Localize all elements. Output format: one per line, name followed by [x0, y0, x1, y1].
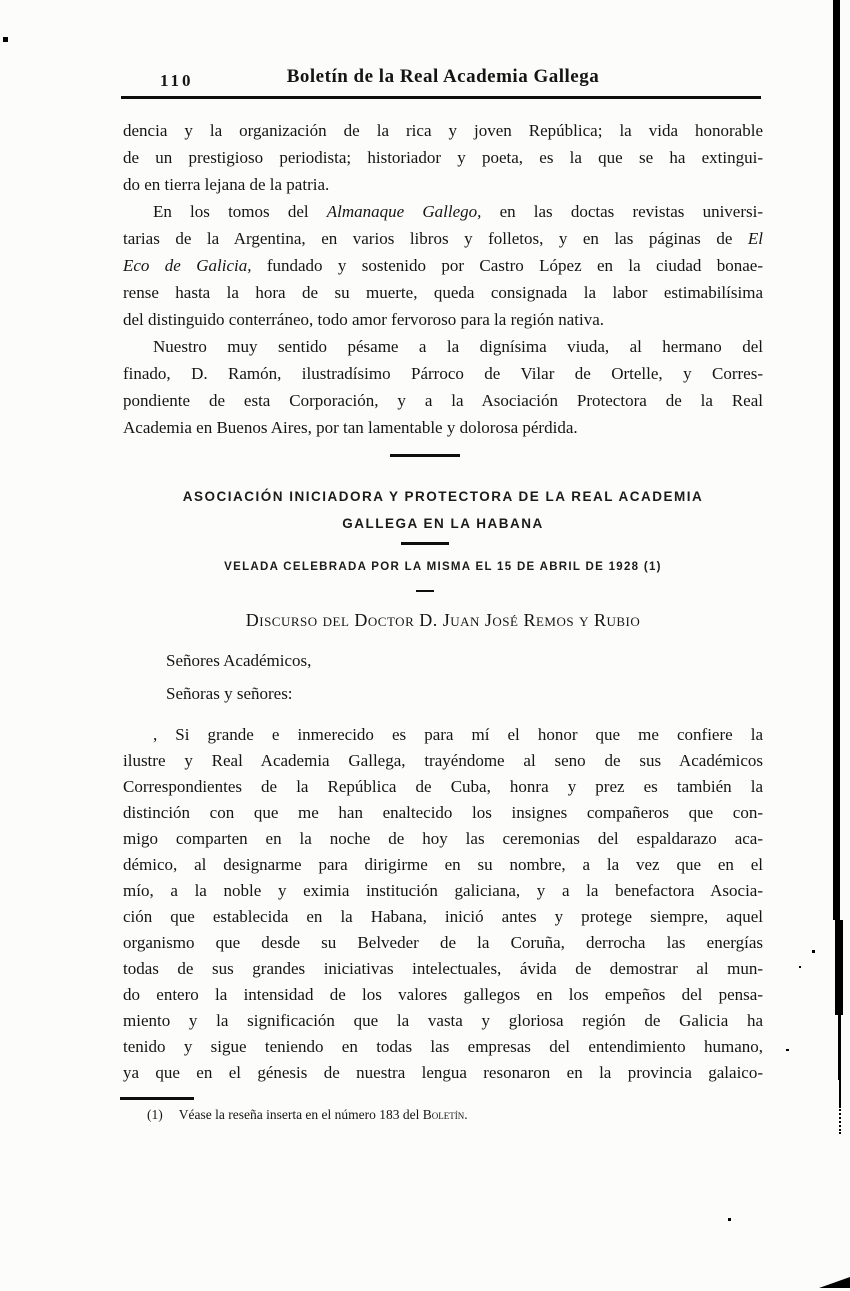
text-line: En los tomos del Almanaque Gallego, en las doctas revistas universi- — [153, 202, 763, 221]
event-subheading: VELADA CELEBRADA POR LA MISMA EL 15 DE ABRIL DE 1928 (1) — [224, 561, 662, 573]
header-rule — [121, 96, 761, 99]
text-line: dencia y la organización de la rica y joven República; la vida honorable — [123, 121, 763, 140]
obituary-column — [123, 117, 763, 441]
text-line: ya que en el génesis de nuestra lengua resonaron en la provincia galaico- — [123, 1063, 763, 1082]
text-line: ilustre y Real Academia Gallega, trayéndome al seno de sus Académicos — [123, 751, 763, 770]
speech-title: Discurso del Doctor D. Juan José Remos y Rubio — [245, 610, 641, 630]
ink-speck — [812, 950, 815, 953]
salutation-line: Señores Académicos, — [166, 651, 312, 670]
text-line: mío, a la noble y eximia institución galiciana, y a la benefactora Asocia- — [123, 881, 763, 900]
text-line: de un prestigioso periodista; historiador y poeta, es la que se ha extingui- — [123, 148, 763, 167]
section-heading-line1: ASOCIACIÓN INICIADORA Y PROTECTORA DE LA REAL ACADEMIA — [182, 489, 704, 504]
text-line: Eco de Galicia, fundado y sostenido por Castro López en la ciudad bonae- — [123, 256, 763, 275]
scan-ink-bar — [839, 1080, 841, 1106]
text-line: miento y la significación que la vasta y gloriosa región de Galicia ha — [123, 1011, 763, 1030]
text-line: finado, D. Ramón, ilustradísimo Párroco de Vilar de Ortelle, y Corres- — [123, 364, 763, 383]
text-line: rense hasta la hora de su muerte, queda consignada la labor estimabilísima — [123, 283, 763, 302]
text-line: distinción con que me han enaltecido los insignes compañeros que con- — [123, 803, 763, 822]
section-heading-line2: GALLEGA EN LA HABANA — [342, 516, 544, 531]
text-line: do en tierra lejana de la patria. — [123, 175, 330, 194]
text-line: , Si grande e inmerecido es para mí el honor que me confiere la — [153, 725, 763, 744]
paragraph — [123, 722, 763, 1086]
heading-divider — [401, 542, 449, 545]
text-line: migo comparten en la noche de hoy las ceremonias del espaldarazo aca- — [123, 829, 763, 848]
text-line: tarias de la Argentina, en varios libros y folletos, y en las páginas de El — [123, 229, 763, 248]
paragraph — [123, 333, 763, 441]
text-line: Nuestro muy sentido pésame a la dignísima viuda, al hermano del — [153, 337, 763, 356]
ink-speck — [728, 1218, 731, 1221]
journal-title: Boletín de la Real Academia Gallega — [286, 66, 600, 87]
text-line: todas de sus grandes iniciativas intelectuales, ávida de demostrar al mun- — [123, 959, 763, 978]
paragraph — [123, 117, 763, 198]
ink-speck — [786, 1049, 789, 1051]
scan-ink-dots — [839, 1106, 841, 1134]
text-line: tenido y sigue teniendo en todas las empresas del entendimiento humano, — [123, 1037, 763, 1056]
text-line: del distinguido conterráneo, todo amor fervoroso para la región nativa. — [123, 310, 605, 329]
footnote-text: Véase la reseña inserta en el número 183 del Boletín. — [178, 1107, 468, 1122]
section-heading — [123, 483, 763, 537]
text-line: pondiente de esta Corporación, y a la Asociación Protectora de la Real — [123, 391, 763, 410]
scan-corner-mark — [819, 1277, 850, 1288]
footnote — [147, 1107, 468, 1123]
salutation-line: Señoras y señores: — [166, 684, 293, 703]
text-line: Academia en Buenos Aires, por tan lamentable y dolorosa pérdida. — [123, 418, 578, 437]
paragraph — [123, 198, 763, 333]
section-divider — [390, 454, 460, 457]
page-number: 110 — [160, 71, 194, 90]
text-line: ción que establecida en la Habana, inició antes y protege siempre, aquel — [123, 907, 763, 926]
text-line: do entero la intensidad de los valores gallegos en los empeños del pensa- — [123, 985, 763, 1004]
ink-speck — [3, 37, 8, 42]
speech-column — [123, 722, 763, 1086]
small-dash-divider — [416, 590, 434, 592]
text-line: démico, al designarme para dirigirme en su nombre, a la vez que en el — [123, 855, 763, 874]
footnote-rule — [120, 1097, 194, 1100]
scan-ink-bar — [835, 920, 843, 1015]
scan-ink-bar — [833, 0, 840, 920]
text-line: Correspondientes de la República de Cuba, honra y prez es también la — [123, 777, 763, 796]
text-line: organismo que desde su Belveder de la Coruña, derrocha las energías — [123, 933, 763, 952]
scan-ink-bar — [838, 1015, 841, 1080]
ink-speck — [799, 966, 801, 968]
footnote-marker: (1) — [147, 1107, 163, 1122]
